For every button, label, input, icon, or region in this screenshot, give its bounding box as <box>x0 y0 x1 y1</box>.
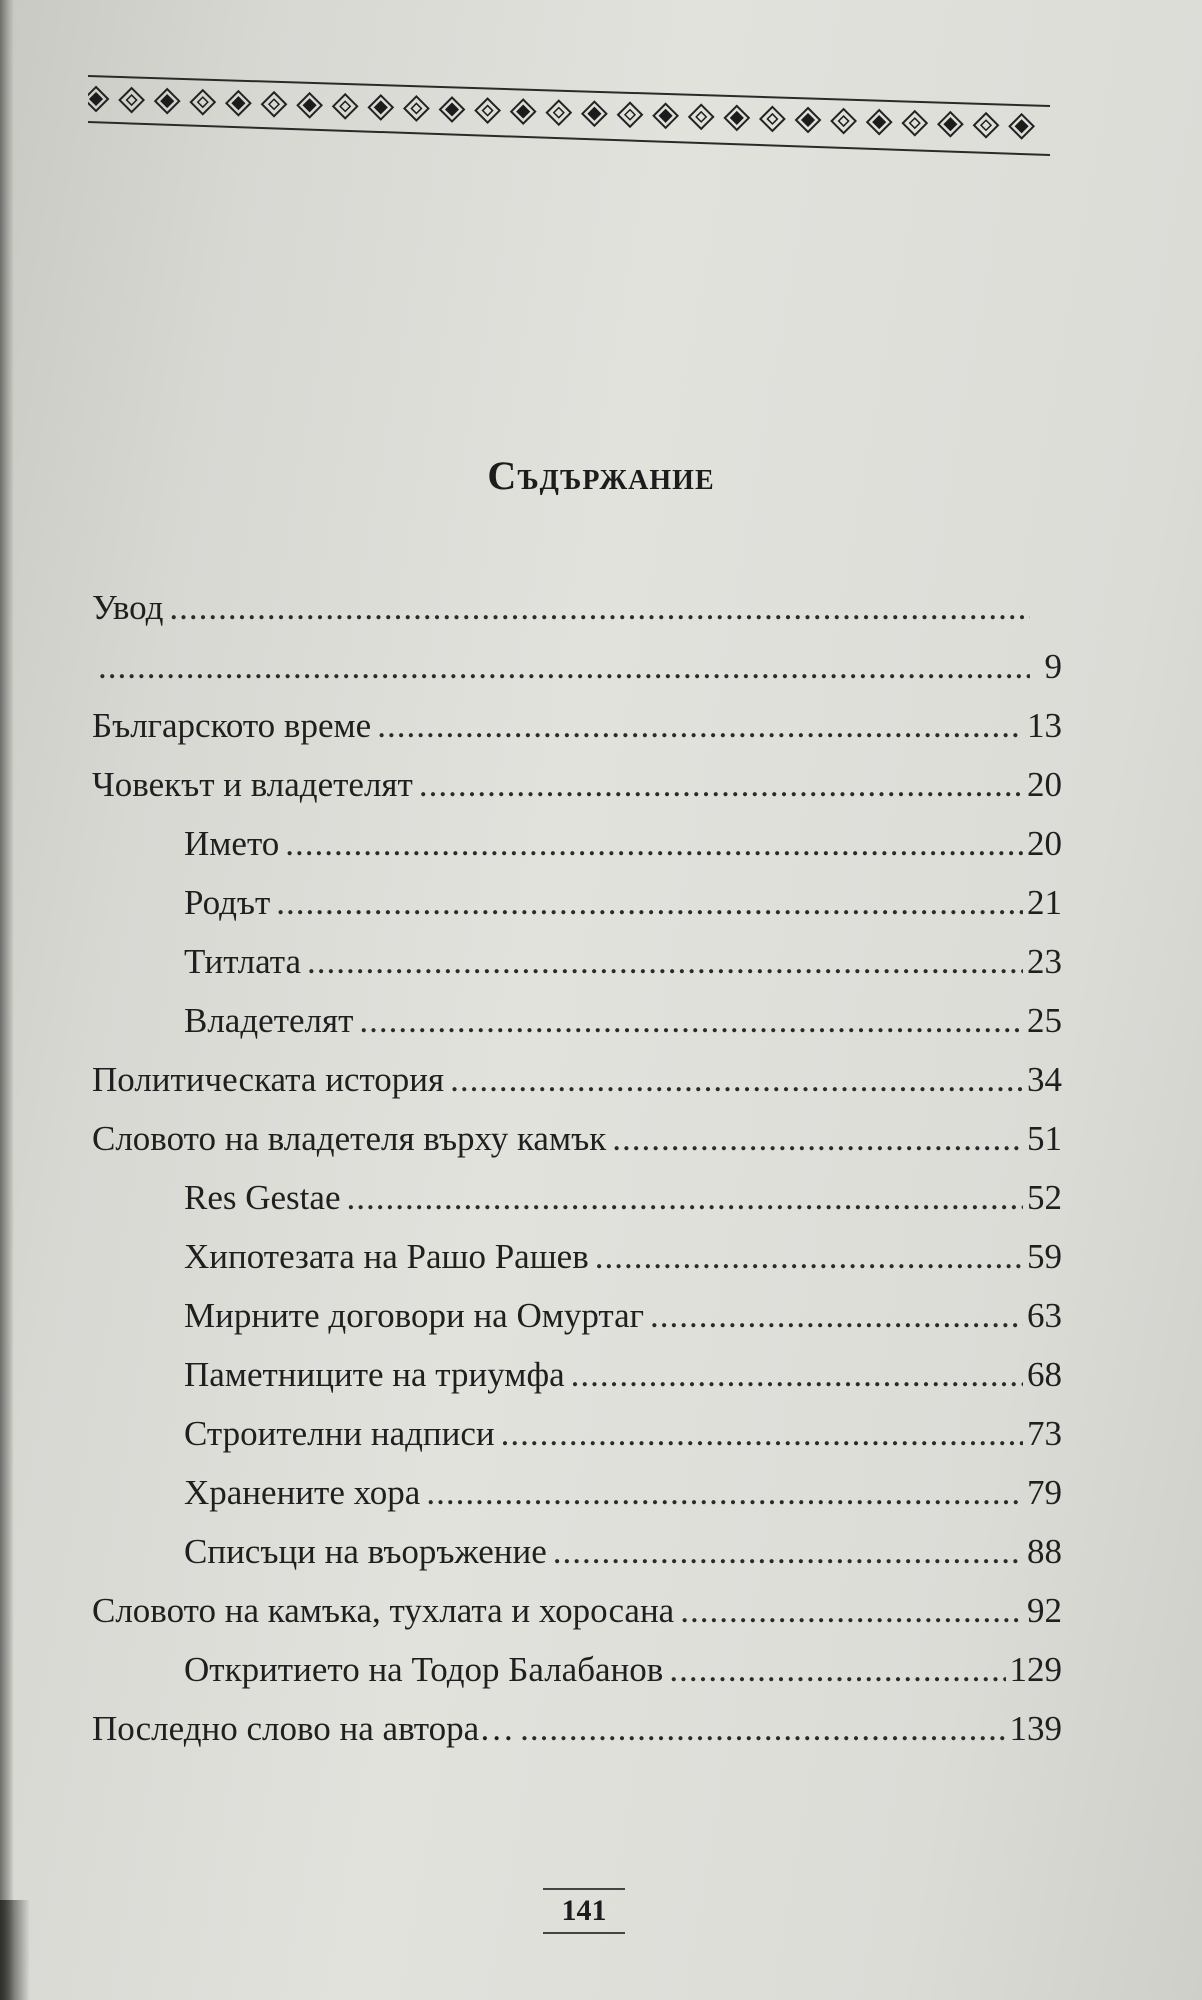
toc-entry-page: 52 <box>1027 1178 1062 1217</box>
toc-leader-dots <box>680 1581 1023 1640</box>
toc-entry <box>92 873 1062 932</box>
ornament-diamond-inner <box>981 120 991 130</box>
toc-leader-dots <box>450 1050 1023 1109</box>
toc-entry <box>92 1581 1062 1640</box>
ornament-diamond-inner <box>411 103 421 113</box>
toc-entry-page: 9 <box>1044 647 1062 686</box>
ornament-diamond <box>689 105 713 129</box>
toc-entry-label: Словото на владетеля върху камък <box>92 1119 607 1158</box>
ornament-diamond <box>476 99 500 123</box>
ornament-diamond-inner <box>696 112 706 122</box>
toc-entry-label: Списъци на въоръжение <box>184 1532 547 1571</box>
toc-entry <box>92 1286 1062 1345</box>
toc-leader-dots <box>426 1463 1023 1522</box>
toc-leader-dots <box>571 1345 1023 1404</box>
toc-entry-page: 92 <box>1027 1591 1062 1630</box>
toc-entry <box>92 1522 1062 1581</box>
toc-entry-page: 20 <box>1027 824 1062 863</box>
ornament-diamond-inner <box>375 101 387 113</box>
toc-entry-label: Словото на камъка, тухлата и хоросана <box>92 1591 675 1630</box>
toc-leader-dots <box>520 1699 1005 1758</box>
toc-entry-label: Името <box>184 824 280 863</box>
toc-entry-label: Увод <box>92 588 164 627</box>
toc-entry <box>92 991 1062 1050</box>
ornament-diamond-inner <box>625 110 635 120</box>
toc-entry <box>92 1109 1062 1168</box>
ornament-diamond <box>547 101 571 125</box>
ornament-diamond-inner <box>944 118 956 130</box>
toc-entry-label: Паметниците на триумфа <box>184 1355 565 1394</box>
ornament-diamond-inner <box>839 116 849 126</box>
bottom-shadow <box>0 1900 30 2000</box>
toc-entry-label: Хранените хора <box>184 1473 421 1512</box>
ornament-diamond <box>760 107 784 131</box>
toc-entry <box>92 932 1062 991</box>
ornament-diamond-inner <box>588 108 600 120</box>
ornament-diamond <box>191 90 215 114</box>
toc-leader-dots <box>346 1168 1023 1227</box>
toc-entry-page: 23 <box>1027 942 1062 981</box>
ornament-diamond-inner <box>554 108 564 118</box>
toc-entry <box>92 1463 1062 1522</box>
toc-entry-label: Титлата <box>184 942 302 981</box>
toc-entry <box>92 814 1062 873</box>
ornament-diamond-inner <box>198 97 208 107</box>
toc-entry <box>92 1699 1062 1758</box>
toc-leader-dots <box>595 1227 1023 1286</box>
ornament-diamond <box>832 109 856 133</box>
toc-leader-dots <box>669 1640 1005 1699</box>
toc-entry-label: Откритието на Тодор Балабанов <box>184 1650 664 1689</box>
ornament-diamond-inner <box>90 93 102 105</box>
toc-leader-dots <box>650 1286 1023 1345</box>
toc-entry-page: 63 <box>1027 1296 1062 1335</box>
ornament-diamond-inner <box>340 101 350 111</box>
toc-entry-page: 139 <box>1009 1709 1062 1748</box>
ornament-diamond-inner <box>446 104 458 116</box>
toc-entry <box>92 1168 1062 1227</box>
toc-leader-dots <box>307 932 1023 991</box>
toc-entry-label: Строителни надписи <box>184 1414 495 1453</box>
toc-entry-page: 79 <box>1027 1473 1062 1512</box>
toc-entry-page: 88 <box>1027 1532 1062 1571</box>
toc-entry <box>92 1404 1062 1463</box>
toc-leader-dots <box>612 1109 1023 1168</box>
ornament-diamond <box>903 111 927 135</box>
toc-leader-dots <box>553 1522 1023 1581</box>
ornament-diamond <box>974 113 998 137</box>
toc-entry <box>92 1640 1062 1699</box>
toc-entry-page: 59 <box>1027 1237 1062 1276</box>
ornament-diamond-inner <box>910 118 920 128</box>
toc-leader-dots <box>169 578 1030 637</box>
toc-leader-dots <box>276 873 1023 932</box>
spine-shadow <box>0 0 14 2000</box>
toc-entry-label: Владетелят <box>184 1001 354 1040</box>
ornament-diamond <box>404 96 428 120</box>
toc-entry-page: 34 <box>1027 1060 1062 1099</box>
toc-entry-label: Хипотезата на Рашо Рашев <box>184 1237 589 1276</box>
ornament-diamond-inner <box>304 99 316 111</box>
ornament-diamond <box>120 88 144 112</box>
toc-title: Съдържание <box>487 453 715 498</box>
ornament-diamond <box>333 94 357 118</box>
toc-entry-page: 129 <box>1009 1650 1062 1689</box>
toc-entry-page: 68 <box>1027 1355 1062 1394</box>
toc-entry-page: 25 <box>1027 1001 1062 1040</box>
toc-entry-label: Човекът и владетелят <box>92 765 413 804</box>
toc-entry-label: Res Gestae <box>184 1178 341 1217</box>
ornament-diamond-inner <box>1016 120 1028 132</box>
ornament-diamond-inner <box>232 97 244 109</box>
toc-entry <box>92 1345 1062 1404</box>
toc-entry-page: 21 <box>1027 883 1062 922</box>
toc-leader-dots <box>359 991 1023 1050</box>
toc-leader-dots <box>98 637 1030 696</box>
ornament-diamond <box>618 103 642 127</box>
ornament-diamond-inner <box>767 114 777 124</box>
toc-entry <box>92 755 1062 814</box>
toc-entry-label: Политическата история <box>92 1060 445 1099</box>
toc-leader-dots <box>501 1404 1023 1463</box>
ornament-diamond-inner <box>731 112 743 124</box>
toc-entry <box>92 578 1062 637</box>
ornament-diamond-inner <box>873 116 885 128</box>
ornament-diamond-inner <box>660 110 672 122</box>
toc-entry-label: Мирните договори на Омуртаг <box>184 1296 645 1335</box>
decorative-ornament-band <box>88 52 1056 162</box>
toc-leader-dots <box>419 755 1023 814</box>
toc-entry <box>92 1050 1062 1109</box>
toc-entry <box>92 696 1062 755</box>
toc-leader-dots <box>377 696 1023 755</box>
page-number: 141 <box>543 1888 625 1934</box>
ornament-diamond-inner <box>269 99 279 109</box>
table-of-contents <box>92 578 1062 1758</box>
ornament-diamond-inner <box>517 106 529 118</box>
ornament-diamond-inner <box>161 95 173 107</box>
toc-leader-dots <box>285 814 1023 873</box>
toc-entry <box>92 1227 1062 1286</box>
toc-entry <box>92 637 1062 696</box>
ornament-diamond <box>262 92 286 116</box>
ornament-diamond-inner <box>483 106 493 116</box>
toc-entry-label: Родът <box>184 883 271 922</box>
toc-entry-page: 20 <box>1027 765 1062 804</box>
toc-entry-label: Българското време <box>92 706 372 745</box>
toc-entry-page: 51 <box>1027 1119 1062 1158</box>
ornament-diamond-inner <box>802 114 814 126</box>
toc-entry-label: Последно слово на автора… <box>92 1709 515 1748</box>
toc-entry-page: 73 <box>1027 1414 1062 1453</box>
toc-entry-page: 13 <box>1027 706 1062 745</box>
ornament-diamond-inner <box>127 95 137 105</box>
